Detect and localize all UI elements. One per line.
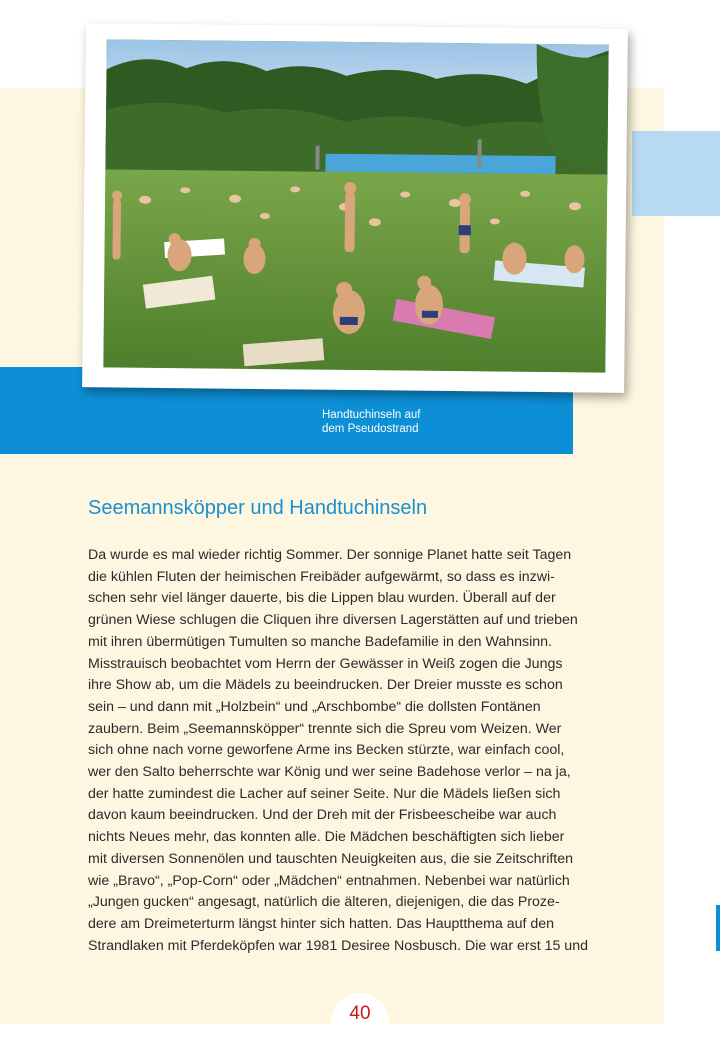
article-heading: Seemannsköpper und Handtuchinseln (88, 497, 428, 519)
body-line: schen sehr viel länger dauerte, bis die Lippen blau wurden. Überall auf der (88, 590, 556, 607)
body-line: sich ohne nach vorne geworfene Arme ins Becken stürzte, war einfach cool, (88, 742, 565, 759)
body-line: mit ihren übermütigen Tumulten so manche Badefamilie in den Wahnsinn. (88, 633, 552, 650)
caption-line: Handtuchinseln auf (322, 409, 421, 421)
body-line: Misstrauisch beobachtet vom Herrn der Gewässer in Weiß zogen die Jungs (88, 655, 563, 672)
body-line: „Jungen gucken“ angesagt, natürlich die älteren, diejenigen, die das Proze- (88, 894, 560, 911)
photo-caption (322, 408, 562, 436)
body-line: wer den Salto beherrschte war König und wer seine Badehose verlor – na ja, (88, 764, 571, 781)
photo-frame (82, 23, 628, 393)
light-blue-tab (632, 131, 720, 216)
body-line: ihre Show ab, um die Mädels zu beeindrucken. Der Dreier musste es schon (88, 677, 563, 694)
article-body (88, 545, 648, 957)
body-line: der hatte zumindest die Lacher auf seiner Seite. Nur die Mädels ließen sich (88, 785, 561, 802)
body-line: Da wurde es mal wieder richtig Sommer. Der sonnige Planet hatte seit Tagen (88, 547, 572, 563)
body-line: dere am Dreimeterturm längst hinter sich hatten. Das Hauptthema auf den (88, 915, 555, 932)
body-line: davon kaum beeindrucken. Und der Dreh mit der Frisbeescheibe war auch (88, 807, 557, 824)
caption-line: dem Pseudostrand (322, 423, 419, 435)
photo-illustration (103, 39, 608, 372)
body-line: nichts Neues mehr, das konnten alle. Die Mädchen beschäftigten sich lieber (88, 829, 565, 846)
body-line: mit diversen Sonnenölen und tauschten Neuigkeiten aus, die sie Zeitschriften (88, 850, 574, 867)
page-number: 40 (349, 1003, 371, 1024)
body-line: wie „Bravo“, „Pop-Corn“ oder „Mädchen“ entnahmen. Nebenbei war natürlich (88, 872, 570, 889)
photo-icon (103, 39, 608, 372)
body-line: grünen Wiese schlugen die Cliquen ihre diversen Lagerstätten auf und trieben (88, 612, 578, 629)
body-line: zaubern. Beim „Seemannsköpper“ trennte sich die Spreu vom Weizen. Wer (88, 720, 562, 737)
body-line: die kühlen Fluten der heimischen Freibäder aufgewärmt, so dass es inzwi- (88, 568, 555, 585)
edge-marker (716, 905, 720, 951)
body-line: sein – und dann mit „Holzbein“ und „Arschbombe“ die dollsten Fontänen (88, 698, 541, 715)
body-line: Strandlaken mit Pferdeköpfen war 1981 Desiree Nosbusch. Die war erst 15 und (88, 937, 588, 954)
